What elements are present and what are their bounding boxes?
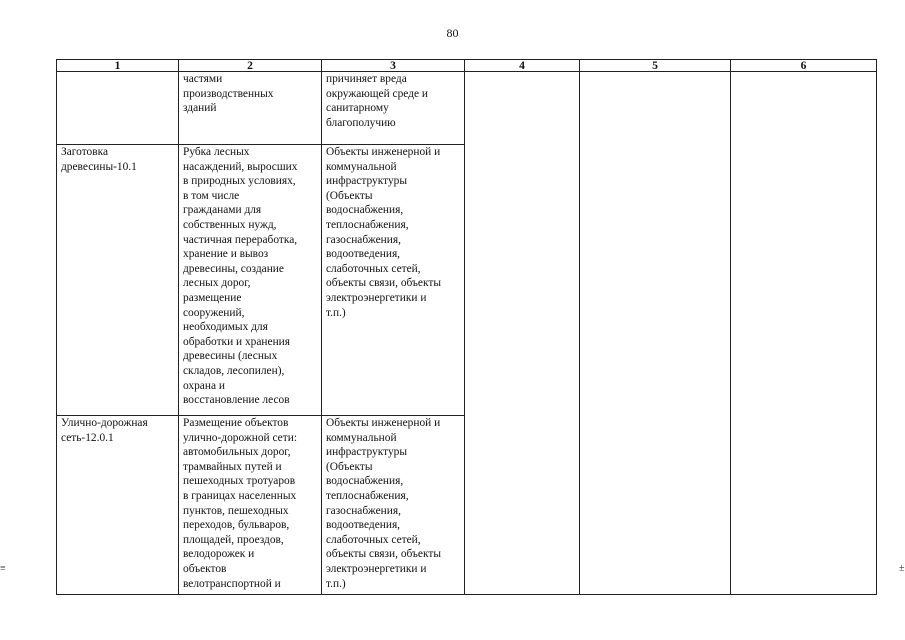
left-edge-mark: ≡ — [0, 563, 6, 574]
cell-text: причиняет вреда окружающей среде и санитарному благополучию — [326, 73, 428, 129]
table-row — [57, 72, 877, 145]
table-cell — [322, 145, 465, 416]
table-header-row — [57, 60, 877, 72]
cell-text: Рубка лесных насаждений, выросших в природных условиях, в том числе гражданами для собственных нужд, частичная переработка, хранение и вывоз древесины, создание лесных дорог, размещение сооружений, необходимых для обработки и хранения древесины (лесных складов, лесопилен), охрана и восстановление лесов — [183, 146, 298, 407]
cell-text: Объекты инженерной и коммунальной инфраструктуры (Объекты водоснабжения, теплоснабжения, газоснабжения, водоотведения, слаботочных сетей, объекты связи, объекты электроэнергетики и т.п.) — [326, 417, 441, 590]
empty-column-4 — [465, 72, 580, 595]
column-header-1: 1 — [57, 60, 179, 72]
cell-text: Объекты инженерной и коммунальной инфраструктуры (Объекты водоснабжения, теплоснабжения, газоснабжения, водоотведения, слаботочных сетей, объекты связи, объекты электроэнергетики и т.п.) — [326, 146, 441, 319]
table-cell — [322, 416, 465, 595]
empty-column-6 — [731, 72, 877, 595]
page-number: 80 — [446, 26, 459, 40]
cell-text: Улично-дорожная сеть-12.0.1 — [61, 417, 148, 444]
column-header-4: 4 — [465, 60, 580, 72]
table-cell — [57, 145, 179, 416]
table-cell — [57, 416, 179, 595]
column-header-2: 2 — [179, 60, 322, 72]
cell-text: Заготовка древесины-10.1 — [61, 146, 137, 173]
right-edge-mark: ± — [899, 563, 905, 574]
table-cell — [179, 416, 322, 595]
cell-text: частями производственных зданий — [183, 73, 274, 115]
table-cell — [57, 72, 179, 145]
column-header-3: 3 — [322, 60, 465, 72]
empty-column-5 — [580, 72, 731, 595]
cell-text: Размещение объектов улично-дорожной сети: автомобильных дорог, трамвайных путей и пешеходных тротуаров в границах населенных пунктов, пешеходных переходов, бульваров, площадей, проездов, велодорожек и объектов велотранспортной и — [183, 417, 297, 590]
column-header-6: 6 — [731, 60, 877, 72]
document-table — [56, 59, 877, 595]
table-cell — [179, 145, 322, 416]
table-cell — [322, 72, 465, 145]
column-header-5: 5 — [580, 60, 731, 72]
table-cell — [179, 72, 322, 145]
